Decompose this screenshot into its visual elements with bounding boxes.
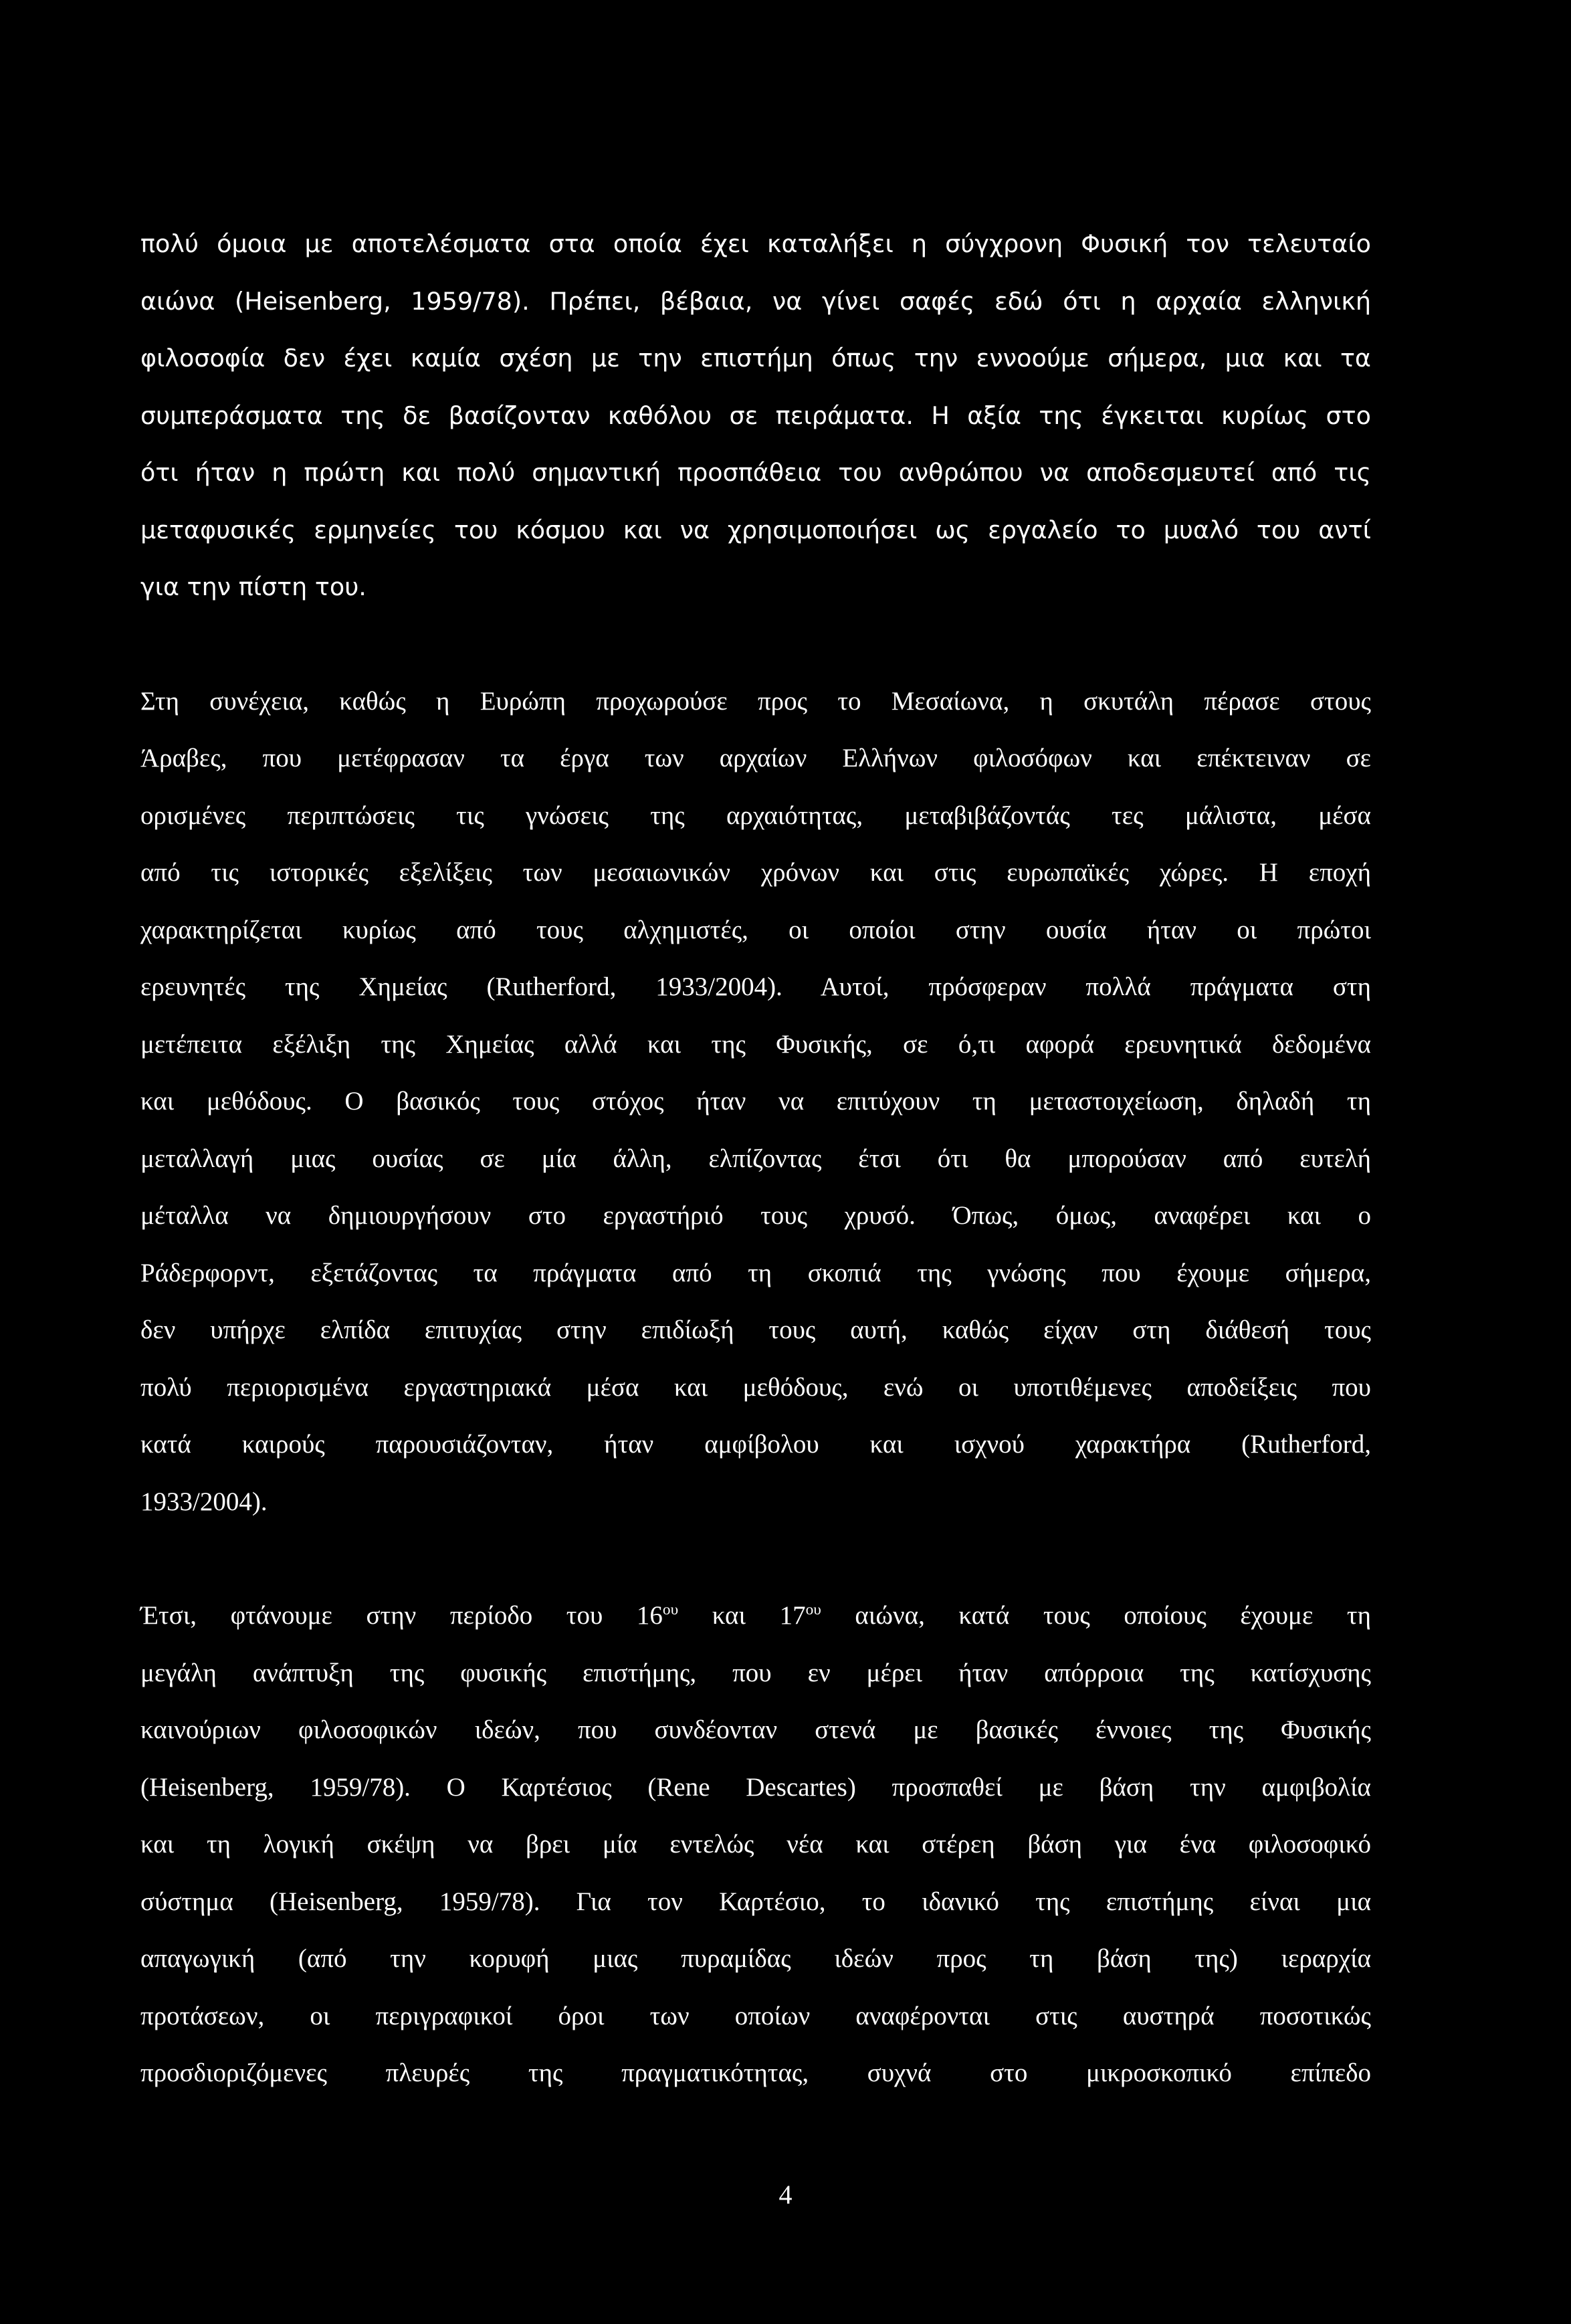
page-number: 4 (778, 2180, 793, 2210)
document-body (140, 215, 1371, 2102)
text-line (140, 1587, 1371, 1645)
text-line: αιώνα (Heisenberg, 1959/78). Πρέπει, βέβαια, να γίνει σαφές εδώ ότι η αρχαία ελληνική (140, 286, 1371, 316)
text-line: για την πίστη του. (140, 572, 366, 601)
text-line: (Heisenberg, 1959/78). Ο Καρτέσιος (Rene Descartes) προσπαθεί με βάση την αμφιβολία (140, 1772, 1371, 1802)
text-line: προτάσεων, οι περιγραφικοί όροι των οποίων αναφέρονται στις αυστηρά ποσοτικώς (140, 2001, 1371, 2030)
text-line: και τη λογική σκέψη να βρει μία εντελώς νέα και στέρεη βάση για ένα φιλοσοφικό (140, 1830, 1371, 1859)
text-line: μετέπειτα εξέλιξη της Χημείας αλλά και της Φυσικής, σε ό,τι αφορά ερευνητικά δεδομένα (140, 1029, 1371, 1059)
text-line: μεταφυσικές ερμηνείες του κόσμου και να χρησιμοποιήσει ως εργαλείο το μυαλό του αντί (140, 515, 1371, 544)
text-line: μεγάλη ανάπτυξη της φυσικής επιστήμης, που εν μέρει ήταν απόρροια της κατίσχυσης (140, 1658, 1371, 1687)
text-segment: Έτσι, φτάνουμε στην περίοδο του (140, 1601, 637, 1630)
text-line: ότι ήταν η πρώτη και πολύ σημαντική προσπάθεια του ανθρώπου να αποδεσμευτεί από τις (140, 458, 1371, 487)
text-line: προσδιοριζόμενες πλευρές της πραγματικότητας, συχνά στο μικροσκοπικό επίπεδο (140, 2058, 1371, 2087)
paragraph-3 (140, 1587, 1371, 2102)
paragraph-1 (140, 215, 1371, 616)
text-line: κατά καιρούς παρουσιάζονταν, ήταν αμφίβολου και ισχνού χαρακτήρα (Rutherford, (140, 1430, 1371, 1459)
text-line: φιλοσοφία δεν έχει καμία σχέση με την επιστήμη όπως την εννοούμε σήμερα, μια και τα (140, 344, 1371, 373)
text-line: καινούριων φιλοσοφικών ιδεών, που συνδέονταν στενά με βασικές έννοιες της Φυσικής (140, 1715, 1371, 1744)
text-line: ορισμένες περιπτώσεις τις γνώσεις της αρχαιότητας, μεταβιβάζοντάς τες μάλιστα, μέσα (140, 801, 1371, 830)
text-segment: και (678, 1601, 780, 1630)
ordinal-number: 16 (636, 1601, 663, 1630)
text-line: μεταλλαγή μιας ουσίας σε μία άλλη, ελπίζοντας έτσι ότι θα μπορούσαν από ευτελή (140, 1144, 1371, 1173)
text-line: από τις ιστορικές εξελίξεις των μεσαιωνικών χρόνων και στις ευρωπαϊκές χώρες. Η εποχή (140, 858, 1371, 887)
ordinal-suffix: ου (805, 1601, 821, 1618)
text-segment: αιώνα, κατά τους οποίους έχουμε τη (821, 1601, 1371, 1630)
text-line: 1933/2004). (140, 1487, 268, 1516)
text-line: πολύ περιορισμένα εργαστηριακά μέσα και μεθόδους, ενώ οι υποτιθέμενες αποδείξεις που (140, 1372, 1371, 1402)
text-line: πολύ όμοια με αποτελέσματα στα οποία έχει καταλήξει η σύγχρονη Φυσική τον τελευταίο (140, 229, 1371, 258)
text-line: μέταλλα να δημιουργήσουν στο εργαστήριό τους χρυσό. Όπως, όμως, αναφέρει και ο (140, 1201, 1371, 1230)
text-line: Ράδερφορντ, εξετάζοντας τα πράγματα από τη σκοπιά της γνώσης που έχουμε σήμερα, (140, 1258, 1371, 1287)
text-line: σύστημα (Heisenberg, 1959/78). Για τον Καρτέσιο, το ιδανικό της επιστήμης είναι μια (140, 1887, 1371, 1916)
text-line: χαρακτηρίζεται κυρίως από τους αλχημιστές, οι οποίοι στην ουσία ήταν οι πρώτοι (140, 915, 1371, 944)
ordinal-number: 17 (779, 1601, 806, 1630)
text-line: Άραβες, που μετέφρασαν τα έργα των αρχαίων Ελλήνων φιλοσόφων και επέκτειναν σε (140, 744, 1371, 772)
ordinal-suffix: ου (662, 1601, 679, 1618)
text-line: ερευνητές της Χημείας (Rutherford, 1933/2004). Αυτοί, πρόσφεραν πολλά πράγματα στη (140, 972, 1371, 1001)
paragraph-2 (140, 673, 1371, 1531)
text-line: απαγωγική (από την κορυφή μιας πυραμίδας ιδεών προς τη βάση της) ιεραρχία (140, 1944, 1371, 1973)
text-line: συμπεράσματα της δε βασίζονταν καθόλου σε πειράματα. Η αξία της έγκειται κυρίως στο (140, 401, 1371, 430)
text-line: δεν υπήρχε ελπίδα επιτυχίας στην επιδίωξή τους αυτή, καθώς είχαν στη διάθεσή τους (140, 1315, 1371, 1344)
text-line: Στη συνέχεια, καθώς η Ευρώπη προχωρούσε προς το Μεσαίωνα, η σκυτάλη πέρασε στους (140, 686, 1371, 716)
text-line: και μεθόδους. Ο βασικός τους στόχος ήταν να επιτύχουν τη μεταστοιχείωση, δηλαδή τη (140, 1087, 1371, 1116)
